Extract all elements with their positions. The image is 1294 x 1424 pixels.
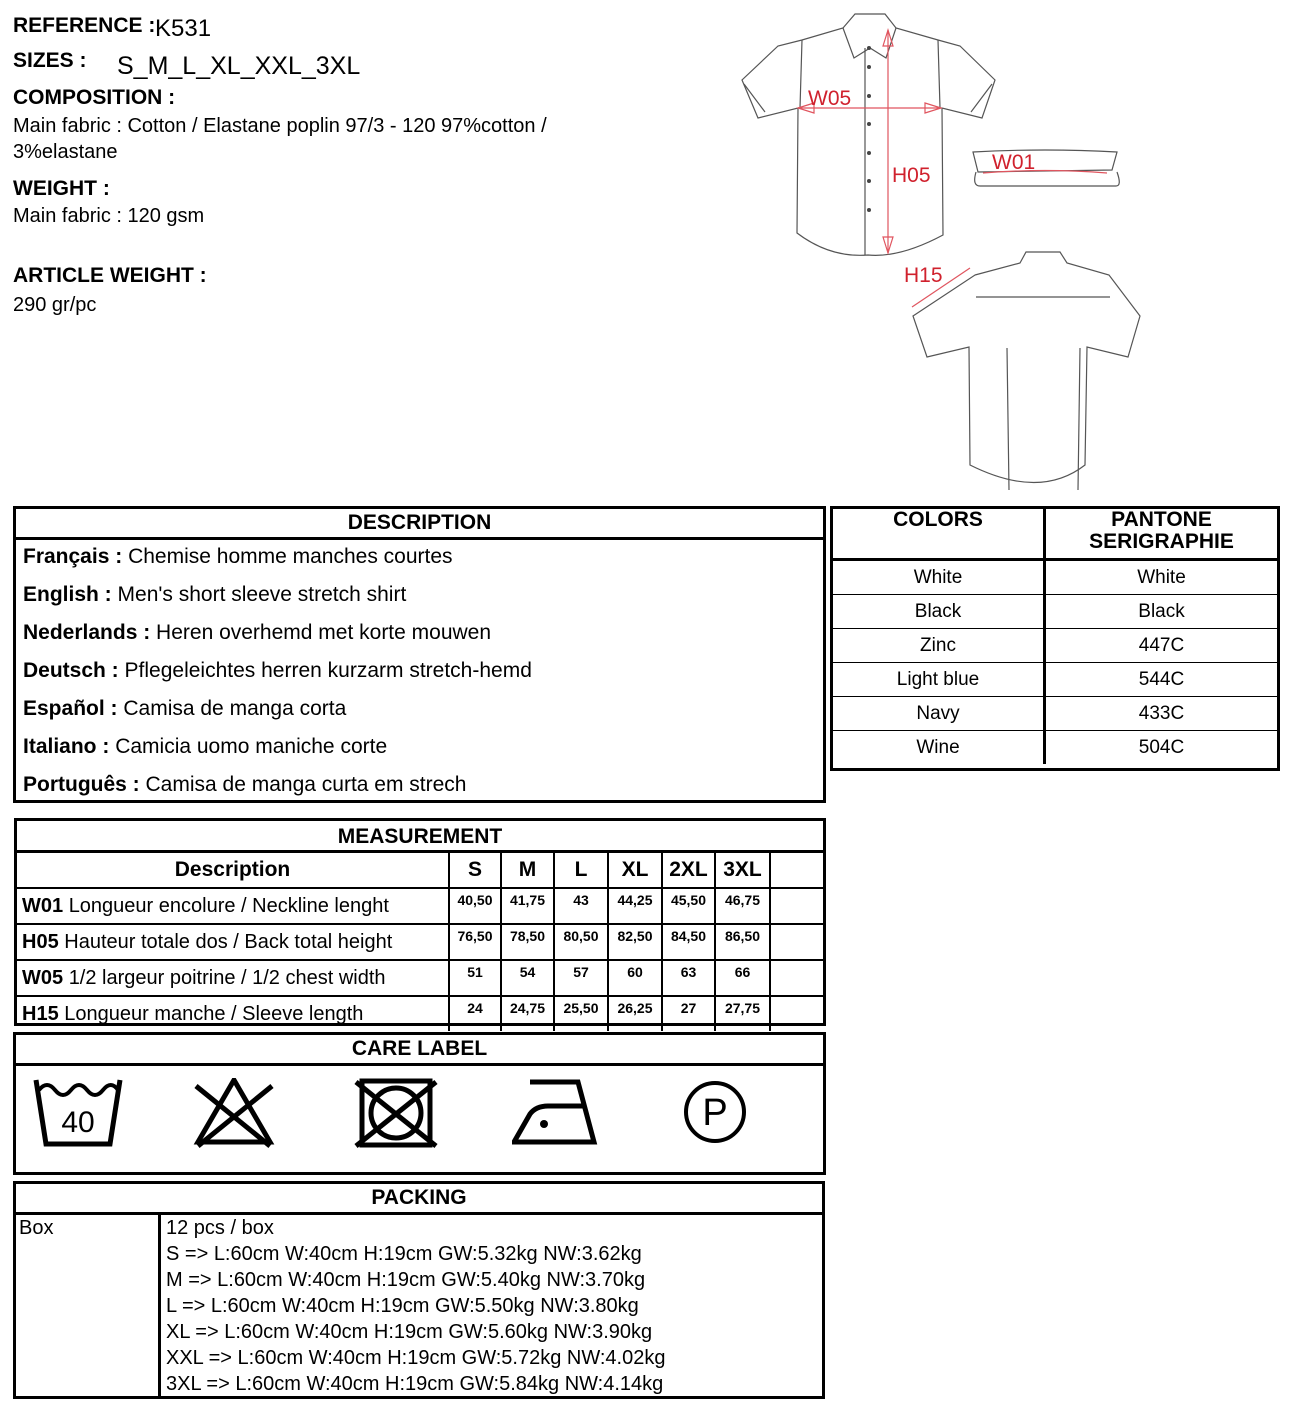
- reference-label: REFERENCE :: [13, 14, 156, 37]
- size-header: S: [449, 853, 501, 888]
- color-row: [833, 629, 1277, 663]
- description-row-es: [16, 692, 823, 730]
- care-label-section: [13, 1032, 826, 1175]
- measurement-value: 24,75: [501, 996, 554, 1031]
- measurement-value: [770, 924, 823, 960]
- description-section: [13, 506, 826, 803]
- packing-details: [164, 1215, 822, 1396]
- composition-value-line2: 3%elastane: [13, 141, 118, 163]
- h05-label: H05: [892, 164, 931, 187]
- colors-table: [830, 506, 1280, 771]
- color-name: White: [833, 560, 1045, 595]
- color-name: Light blue: [833, 663, 1045, 697]
- measurement-value: 57: [554, 960, 608, 996]
- measurement-value: 54: [501, 960, 554, 996]
- measurement-value: [770, 888, 823, 924]
- description-text: Camisa de manga curta em strech: [145, 773, 467, 796]
- back-shirt-outline: [913, 252, 1140, 490]
- dry-clean-letter: P: [702, 1092, 728, 1134]
- pantone-header-line1: PANTONE: [1111, 508, 1212, 531]
- size-header-empty: [770, 853, 823, 888]
- language-label: Deutsch :: [23, 659, 119, 682]
- wash-40-icon: [32, 1078, 124, 1148]
- measurement-value: 46,75: [715, 888, 770, 924]
- measurement-label: Hauteur totale dos / Back total height: [64, 930, 393, 953]
- description-row-nl: [16, 616, 823, 654]
- care-icons: [16, 1066, 823, 1174]
- reference-value: K531: [155, 15, 212, 42]
- size-header: L: [554, 853, 608, 888]
- description-text: Chemise homme manches courtes: [128, 545, 453, 568]
- measurement-row: [17, 888, 823, 924]
- packing-line: S => L:60cm W:40cm H:19cm GW:5.32kg NW:3.62kg: [166, 1243, 642, 1265]
- measurement-value: 27: [662, 996, 715, 1031]
- measurement-description: [17, 996, 449, 1031]
- composition-value-line1: Main fabric : Cotton / Elastane poplin 97/3 - 120 97%cotton /: [13, 115, 547, 137]
- measurement-title: MEASUREMENT: [17, 821, 823, 853]
- measurement-value: 41,75: [501, 888, 554, 924]
- colors-header-label: COLORS: [893, 508, 983, 531]
- measurement-value: 82,50: [608, 924, 662, 960]
- color-row: [833, 663, 1277, 697]
- measurement-section: [14, 818, 826, 1026]
- color-row: [833, 731, 1277, 765]
- measurement-description: [17, 960, 449, 996]
- packing-line: 3XL => L:60cm W:40cm H:19cm GW:5.84kg NW:4.14kg: [166, 1373, 664, 1395]
- weight-label: WEIGHT :: [13, 177, 110, 200]
- pantone-code: 433C: [1045, 697, 1278, 731]
- measurement-code: H15: [22, 1002, 59, 1025]
- wash-temperature: 40: [61, 1106, 95, 1139]
- measurement-value: 44,25: [608, 888, 662, 924]
- measurement-value: 27,75: [715, 996, 770, 1031]
- care-label-title: CARE LABEL: [16, 1035, 823, 1066]
- language-label: Italiano :: [23, 735, 110, 758]
- sizes-value: S_M_L_XL_XXL_3XL: [117, 52, 361, 80]
- packing-section: [13, 1181, 825, 1399]
- packing-line: XXL => L:60cm W:40cm H:19cm GW:5.72kg NW:4.02kg: [166, 1347, 666, 1369]
- description-row-de: [16, 654, 823, 692]
- packing-title: PACKING: [16, 1184, 822, 1215]
- pantone-header: [1045, 509, 1278, 560]
- measurement-code: H05: [22, 930, 59, 953]
- size-header: 3XL: [715, 853, 770, 888]
- measurement-value: 78,50: [501, 924, 554, 960]
- color-name: Black: [833, 595, 1045, 629]
- no-tumble-dry-icon: [354, 1078, 438, 1150]
- size-header: XL: [608, 853, 662, 888]
- sizes-label: SIZES :: [13, 49, 87, 72]
- description-text: Camicia uomo maniche corte: [115, 735, 388, 758]
- size-header: 2XL: [662, 853, 715, 888]
- measurement-value: 76,50: [449, 924, 501, 960]
- measurement-value: 80,50: [554, 924, 608, 960]
- packing-type: Box: [16, 1215, 161, 1396]
- measurement-row: [17, 996, 823, 1031]
- measurement-row: [17, 960, 823, 996]
- language-label: Português :: [23, 773, 140, 796]
- measurement-value: 26,25: [608, 996, 662, 1031]
- shirt-technical-drawing: [730, 0, 1200, 500]
- weight-value: Main fabric : 120 gsm: [13, 205, 205, 227]
- language-label: Nederlands :: [23, 621, 151, 644]
- front-buttons: [867, 46, 871, 212]
- description-column-header: Description: [17, 853, 449, 888]
- w05-label: W05: [808, 87, 852, 110]
- article-weight-value: 290 gr/pc: [13, 294, 97, 316]
- measurement-value: [770, 996, 823, 1031]
- packing-line: L => L:60cm W:40cm H:19cm GW:5.50kg NW:3.80kg: [166, 1295, 639, 1317]
- language-label: Français :: [23, 545, 123, 568]
- measurement-value: 84,50: [662, 924, 715, 960]
- measurement-value: 66: [715, 960, 770, 996]
- measurement-row: [17, 924, 823, 960]
- language-label: English :: [23, 583, 112, 606]
- w01-label: W01: [992, 151, 1036, 174]
- description-rows: [16, 540, 823, 806]
- pantone-code: Black: [1045, 595, 1278, 629]
- measurement-value: 51: [449, 960, 501, 996]
- description-row-pt: [16, 768, 823, 806]
- packing-line: XL => L:60cm W:40cm H:19cm GW:5.60kg NW:3.90kg: [166, 1321, 653, 1343]
- pantone-code: 544C: [1045, 663, 1278, 697]
- measurement-value: [770, 960, 823, 996]
- measurement-value: 63: [662, 960, 715, 996]
- packing-line: M => L:60cm W:40cm H:19cm GW:5.40kg NW:3.70kg: [166, 1269, 646, 1291]
- description-text: Men's short sleeve stretch shirt: [117, 583, 407, 606]
- front-measure-lines: [798, 30, 941, 253]
- pantone-code: 504C: [1045, 731, 1278, 765]
- measurement-header-row: [17, 853, 823, 888]
- pantone-code: White: [1045, 560, 1278, 595]
- measurement-value: 45,50: [662, 888, 715, 924]
- measurement-label: Longueur encolure / Neckline lenght: [68, 894, 389, 917]
- measurement-description: [17, 924, 449, 960]
- color-name: Wine: [833, 731, 1045, 765]
- measurement-value: 24: [449, 996, 501, 1031]
- description-text: Pflegeleichtes herren kurzarm stretch-hemd: [124, 659, 532, 682]
- pantone-header-line2: SERIGRAPHIE: [1089, 530, 1234, 553]
- h15-label: H15: [904, 264, 943, 287]
- measurement-code: W05: [22, 966, 64, 989]
- measurement-value: 43: [554, 888, 608, 924]
- packing-line: 12 pcs / box: [166, 1217, 274, 1239]
- no-bleach-icon: [192, 1078, 276, 1148]
- color-row: [833, 697, 1277, 731]
- description-title: DESCRIPTION: [16, 509, 823, 540]
- dry-clean-p-icon: [681, 1078, 749, 1148]
- size-header: M: [501, 853, 554, 888]
- measurement-code: W01: [22, 894, 64, 917]
- colors-header-row: [833, 509, 1277, 560]
- description-text: Camisa de manga corta: [123, 697, 347, 720]
- description-row-fr: [16, 540, 823, 578]
- pantone-code: 447C: [1045, 629, 1278, 663]
- iron-low-icon: [512, 1078, 604, 1148]
- color-name: Zinc: [833, 629, 1045, 663]
- description-text: Heren overhemd met korte mouwen: [156, 621, 492, 644]
- color-name: Navy: [833, 697, 1045, 731]
- measurement-label: 1/2 largeur poitrine / 1/2 chest width: [68, 966, 386, 989]
- language-label: Español :: [23, 697, 118, 720]
- description-row-it: [16, 730, 823, 768]
- colors-header: [833, 509, 1045, 560]
- color-row: [833, 560, 1277, 595]
- measurement-value: 86,50: [715, 924, 770, 960]
- measurement-label: Longueur manche / Sleeve length: [64, 1002, 364, 1025]
- measurement-description: [17, 888, 449, 924]
- composition-label: COMPOSITION :: [13, 86, 176, 109]
- measurement-value: 40,50: [449, 888, 501, 924]
- measurement-value: 60: [608, 960, 662, 996]
- measurement-value: 25,50: [554, 996, 608, 1031]
- description-row-en: [16, 578, 823, 616]
- article-weight-label: ARTICLE WEIGHT :: [13, 264, 207, 287]
- front-shirt-outline: [742, 14, 995, 255]
- color-row: [833, 595, 1277, 629]
